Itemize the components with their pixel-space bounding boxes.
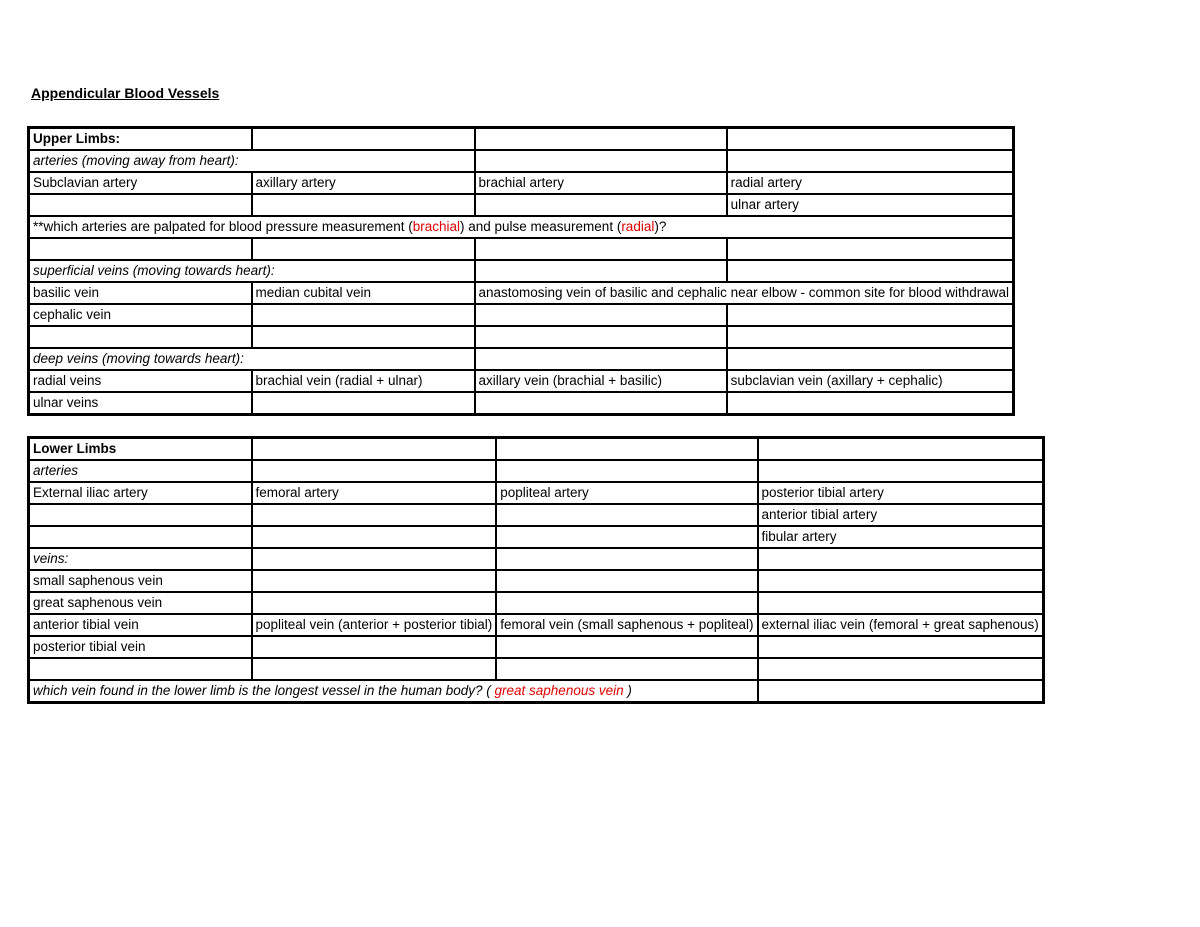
cell: subclavian vein (axillary + cephalic) [727,370,1014,392]
cell: External iliac artery [29,482,252,504]
cell [475,150,727,172]
cell [252,128,475,151]
cell [758,592,1044,614]
table-row [29,348,1014,370]
cell: Subclavian artery [29,172,252,194]
cell: brachial artery [475,172,727,194]
table-row [29,238,1014,260]
cell: radial veins [29,370,252,392]
table-row [29,392,1014,415]
cell [496,636,757,658]
cell [758,570,1044,592]
cell: ulnar artery [727,194,1014,216]
cell [475,238,727,260]
cell [252,304,475,326]
cell: anterior tibial vein [29,614,252,636]
cell [29,194,252,216]
category-label: arteries [29,460,252,482]
cell [496,548,757,570]
cell [475,326,727,348]
category-label: deep veins (moving towards heart): [29,348,475,370]
cell: popliteal vein (anterior + posterior tibial) [252,614,497,636]
cell [29,504,252,526]
table-row [29,128,1014,151]
cell: basilic vein [29,282,252,304]
table-row [29,636,1044,658]
cell [252,438,497,461]
cell: posterior tibial artery [758,482,1044,504]
cell [475,392,727,415]
table-row [29,680,1044,703]
cell [252,592,497,614]
cell [252,548,497,570]
table-row [29,592,1044,614]
table-row [29,548,1044,570]
table-row [29,260,1014,282]
cell [496,526,757,548]
cell: small saphenous vein [29,570,252,592]
cell [252,658,497,680]
cell [758,658,1044,680]
cell: femoral artery [252,482,497,504]
cell [758,636,1044,658]
question-text: )? [654,219,667,234]
cell [252,194,475,216]
answer-text: great saphenous vein [494,683,624,698]
cell [727,392,1014,415]
cell [252,526,497,548]
question-text: **which arteries are palpated for blood pressure measurement ( [33,219,413,234]
cell: anterior tibial artery [758,504,1044,526]
cell: axillary vein (brachial + basilic) [475,370,727,392]
question-cell [29,216,1014,238]
cell [758,460,1044,482]
cell [727,150,1014,172]
cell: brachial vein (radial + ulnar) [252,370,475,392]
cell: popliteal artery [496,482,757,504]
category-label: superficial veins (moving towards heart): [29,260,475,282]
table-row [29,370,1014,392]
table-row [29,304,1014,326]
cell [727,348,1014,370]
table-row [29,172,1014,194]
table-row [29,326,1014,348]
table-row [29,570,1044,592]
table-row [29,194,1014,216]
table-row [29,460,1044,482]
cell [758,548,1044,570]
question-text: ) and pulse measurement ( [459,219,622,234]
cell [496,570,757,592]
cell [29,658,252,680]
cell [252,570,497,592]
table-row [29,216,1014,238]
cell [496,504,757,526]
table-row [29,282,1014,304]
category-label: arteries (moving away from heart): [29,150,475,172]
category-label: veins: [29,548,252,570]
cell: axillary artery [252,172,475,194]
cell: fibular artery [758,526,1044,548]
question-text: which vein found in the lower limb is the longest vessel in the human body? ( [33,683,495,698]
cell [727,326,1014,348]
table-row [29,504,1044,526]
answer-text: brachial [412,219,460,234]
section-heading: Lower Limbs [29,438,252,461]
table-row [29,150,1014,172]
table-row [29,482,1044,504]
cell [758,438,1044,461]
table-row [29,438,1044,461]
cell [727,238,1014,260]
cell [496,658,757,680]
cell [252,326,475,348]
cell [475,348,727,370]
cell: median cubital vein [252,282,475,304]
cell [758,680,1044,703]
cell [475,128,727,151]
cell: radial artery [727,172,1014,194]
cell: external iliac vein (femoral + great saphenous) [758,614,1044,636]
cell [727,260,1014,282]
cell: anastomosing vein of basilic and cephalic near elbow - common site for blood withdrawal [475,282,1014,304]
cell: posterior tibial vein [29,636,252,658]
upper-limbs-table [27,126,1015,416]
cell [252,392,475,415]
section-heading: Upper Limbs: [29,128,252,151]
answer-text: radial [621,219,655,234]
cell [252,238,475,260]
cell [496,438,757,461]
cell [252,460,497,482]
cell [29,326,252,348]
lower-limbs-table [27,436,1045,704]
cell [475,304,727,326]
cell: femoral vein (small saphenous + popliteal) [496,614,757,636]
cell [29,238,252,260]
cell [29,526,252,548]
cell [252,504,497,526]
table-row [29,614,1044,636]
cell [727,128,1014,151]
cell: great saphenous vein [29,592,252,614]
page-title: Appendicular Blood Vessels [31,85,220,101]
question-text: ) [623,683,632,698]
cell [496,592,757,614]
cell [475,260,727,282]
table-row [29,658,1044,680]
cell [475,194,727,216]
question-cell [29,680,758,703]
table-row [29,526,1044,548]
cell [496,460,757,482]
cell: ulnar veins [29,392,252,415]
cell [252,636,497,658]
cell: cephalic vein [29,304,252,326]
cell [727,304,1014,326]
